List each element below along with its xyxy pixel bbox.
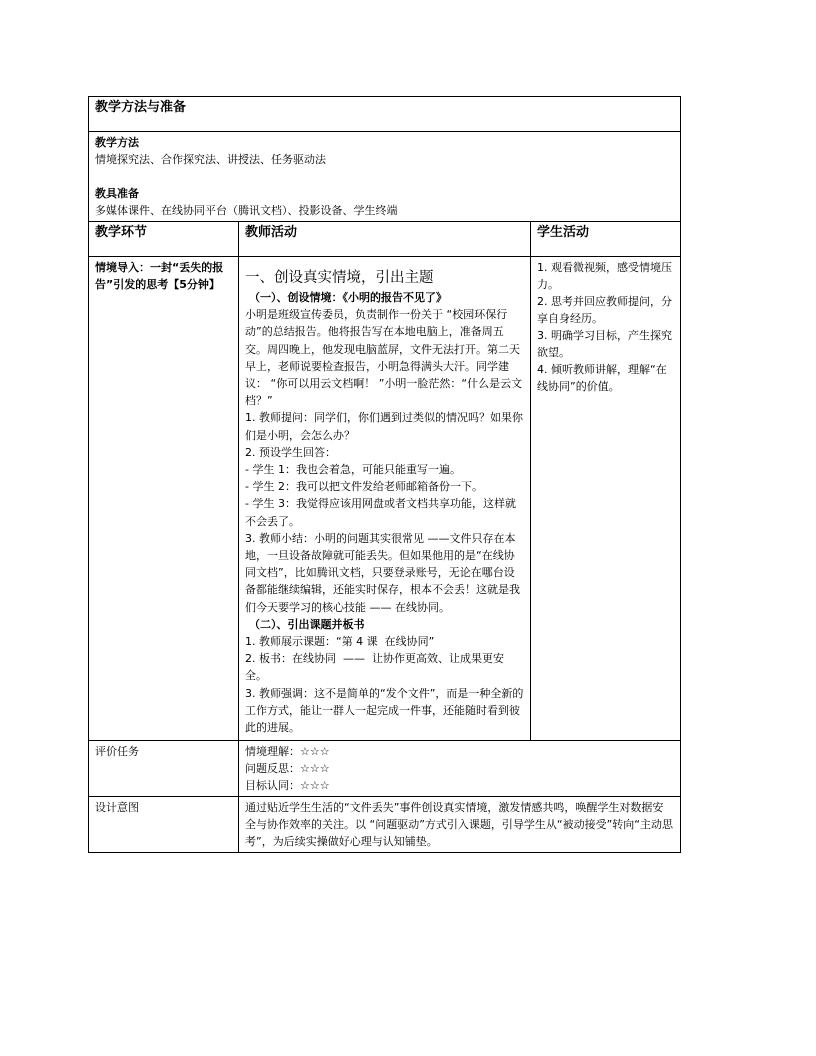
teacher-point-2: 2. 板书：在线协同 —— 让协作更高效、让成果更安全。 — [245, 652, 504, 683]
teacher-subheading-2: （二）、引出课题并板书 — [249, 617, 365, 631]
student-answer-1: - 学生 1：我也会着急，可能只能重写一遍。 — [245, 463, 461, 477]
table-header-row — [89, 222, 681, 257]
student-answer-3: - 学生 3：我觉得应该用网盘或者文档共享功能，这样就不会丢了。 — [245, 497, 516, 528]
activity-row — [89, 257, 681, 741]
design-intent-row — [89, 797, 681, 853]
student-activity-item: 3. 明确学习目标，产生探究欲望。 — [537, 329, 672, 359]
teacher-summary: 3. 教师小结：小明的问题其实很常见 ——文件只存在本地，一旦设备故障就可能丢失。但如果他用的是“在线协同文档”，比如腾讯文档，只要登录账号，无论在哪台设备都能继续编辑，还能实时保存，根本不会丢！这就是我们今天要学习的核心技能 —— 在线协同。 — [245, 531, 520, 614]
teacher-subheading-1: （一）、创设情境：《小明的报告不见了》 — [249, 291, 447, 304]
header-stage: 教学环节 — [89, 222, 239, 257]
design-label: 设计意图 — [89, 797, 239, 853]
evaluation-item: 情境理解：☆☆☆ — [245, 745, 330, 759]
evaluation-item: 目标认同：☆☆☆ — [245, 779, 330, 793]
teacher-activity-cell — [239, 257, 531, 741]
tools-text: 多媒体课件、在线协同平台（腾讯文档）、投影设备、学生终端 — [95, 204, 398, 217]
methods-tools-cell — [89, 132, 681, 222]
evaluation-label: 评价任务 — [89, 741, 239, 797]
evaluation-item: 问题反思：☆☆☆ — [245, 762, 330, 776]
section-title-row — [89, 97, 681, 132]
section-title: 教学方法与准备 — [89, 97, 681, 132]
methods-tools-row — [89, 132, 681, 222]
design-text: 通过贴近学生生活的“文件丢失”事件创设真实情境，激发情感共鸣，唤醒学生对数据安全与协作效率的关注。以 “问题驱动”方式引入课题，引导学生从“被动接受”转向“主动思考”，为后续实操做好心理与认知铺垫。 — [239, 797, 681, 853]
tools-heading: 教具准备 — [95, 187, 139, 200]
student-activity-item: 4. 倾听教师讲解，理解“在线协同”的价值。 — [537, 363, 667, 393]
stage-cell: 情境导入：一封“丢失的报告”引发的思考【5分钟】 — [89, 257, 239, 741]
header-student: 学生活动 — [531, 222, 681, 257]
evaluation-values — [239, 741, 681, 797]
evaluation-row — [89, 741, 681, 797]
story-paragraph: 小明是班级宣传委员，负责制作一份关于 “校园环保行动”的总结报告。他将报告写在本地电脑上，准备周五交。周四晚上，他发现电脑蓝屏，文件无法打开。第二天早上，老师说要检查报告，小明急得满头大汗。同学建议： “你可以用云文档啊！ ”小明一脸茫然：“什么是云文档？” — [245, 308, 523, 408]
teacher-question-1: 1. 教师提问：同学们，你们遇到过类似的情况吗？如果你们是小明，会怎么办？ — [245, 411, 523, 442]
lesson-plan-table — [88, 96, 681, 853]
header-teacher: 教师活动 — [239, 222, 531, 257]
teacher-question-2: 2. 预设学生回答： — [245, 445, 336, 459]
teacher-activity-title: 一、创设真实情境，引出主题 — [245, 270, 434, 286]
teacher-point-3: 3. 教师强调：这不是简单的“发个文件”，而是一种全新的工作方式，能让一群人一起完成一件事，还能随时看到彼此的进展。 — [245, 686, 524, 735]
methods-heading: 教学方法 — [95, 136, 139, 149]
teacher-point-1: 1. 教师展示课题：“第 4 课 在线协同” — [245, 635, 435, 649]
student-activity-cell — [531, 257, 681, 741]
methods-text: 情境探究法、合作探究法、讲授法、任务驱动法 — [95, 153, 326, 166]
student-activity-item: 2. 思考并回应教师提问，分享自身经历。 — [537, 295, 672, 325]
student-answer-2: - 学生 2：我可以把文件发给老师邮箱备份一下。 — [245, 480, 483, 494]
student-activity-item: 1. 观看微视频，感受情境压力。 — [537, 261, 672, 291]
